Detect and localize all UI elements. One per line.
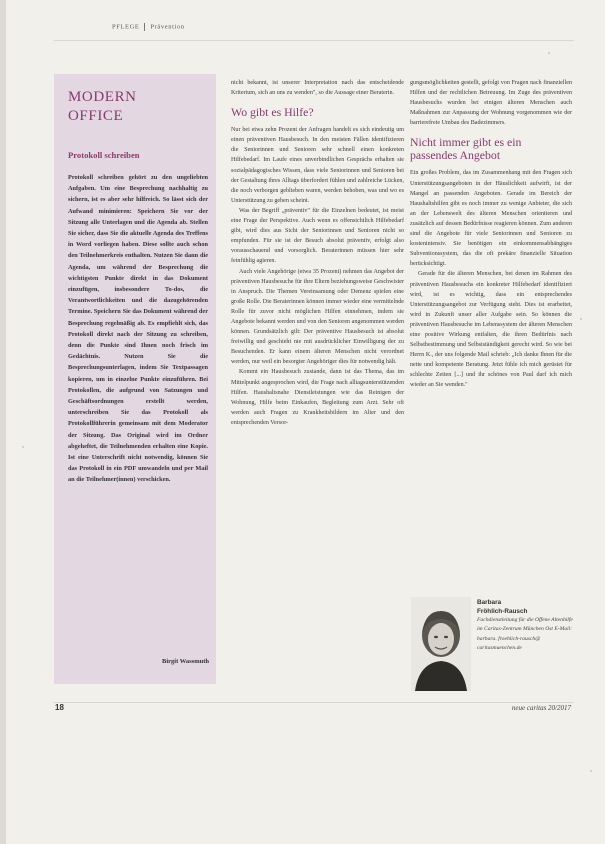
author-portrait [411,597,471,691]
sidebar-body: Protokoll schreiben gehört zu den ungeliebten Aufgaben. Um eine Besprechung nachhaltig zu sichern, ist es aber sehr hilfreich. So lässt sich der Aufwand minimieren: Speichern Sie vor der Sitzung alle Unterlagen und die Agenda ab. Stellen Sie sicher, dass Sie die aktuelle Agenda des Treffens in Word vorliegen haben. Diese sollte auch schon den Teilnehmerkreis enthalten. Nutzen Sie dann die Agenda, um während der Besprechung die wichtigsten Punkte direkt in das Dokument einzufügen, insbesondere To-dos, die Verantwortlichkeiten und die dazugehörenden Termine. Speichern Sie das Dokument während der Besprechung regelmäßig ab. Es empfiehlt sich, das Protokoll direkt nach der Sitzung zu schreiben, denn die Punkte sind Ihnen noch frisch im Gedächtnis. Nutzen Sie die Besprechungsunterlagen, indem Sie Textpassagen kopieren, um in einzelne Punkte einzuführen. Bei Protokollen, die aufgrund von Satzungen und Geschäftsordnungen erstellt werden, unterschreiben Sie das Protokoll als Protokollführerin gemeinsam mit dem Moderator der Sitzung. Das Original wird im Ordner abgeheftet, die Teilnehmenden erhalten eine Kopie. Ist eine Unterschrift nicht notwendig, können Sie das Protokoll in ein PDF umwandeln und per Mail an die Teilnehmer(innen) verschicken. [68,174,208,484]
col2-paragraph-1: Nur bei etwa zehn Prozent der Anfragen handelt es sich eindeutig um einen präventiven Hausbesuch. In den meisten Fällen identifizieren die Seniorinnen und Senioren sehr schnell einen konkreten Hilfebedarf. Im Laufe eines unverbindlichen Gesprächs erhalten sie sozialpädagogisches Wissen, dass viele Seniorinnen und Senioren bei der Gestaltung ihres Alltags überfordert fühlen und zahlreiche Lücken, die noch verborgen geblieben waren, werden behoben, was und wo es Unterstützung zu geben scheint. [231,127,404,204]
sidebar-title [68,88,208,126]
page-number: 18 [55,703,64,712]
footer-rule [54,702,574,703]
author-name-line2: Fröhlich-Rausch [477,608,528,615]
sidebar-subtitle: Protokoll schreiben [68,150,140,160]
col2-paragraph-2: Was der Begriff „präventiv" für die Einzelnen bedeutet, ist meist eine Frage der Perspektive. Auch wenn es offensichtlich Hilfebedarf gibt, wird dies aus Sicht der Seniorinnen und Senioren nicht so empfunden. Für sie ist der Besuch absolut präventiv, erfolgt also vorausschauend und vorsorglich. Beraterinnen müssen hier sehr feinfühlig agieren. [231,207,404,265]
col2-paragraph-4: Kommt ein Hausbesuch zustande, dann ist das Thema, das im Mittelpunkt angesprochen wird, die Frage nach alltagsunterstützenden Hilfen. Haushaltsnahe Dienstleistungen wie das Reinigen der Wohnung, Hilfe beim Einkaufen, Begleitung zum Arzt. Sehr oft werden auch Fragen zu Krankheitsbildern im Alter und den entsprechenden Versor- [231,369,404,426]
col3-paragraph-1: gungsmöglichkeiten gestellt, gefolgt von Fragen nach finanziellen Hilfen und der rechtlichen Betreuung. Im Zuge des präventiven Hausbesuchs wurden bei einigen älteren Menschen auch Maßnahmen zur Anpassung der Wohnung vorgenommen wie der barrierefreie Umbau des Badezimmers. [410,80,572,127]
author-info-block [477,598,575,654]
running-header [112,23,185,31]
sidebar-author: Birgit Wassmuth [161,658,209,665]
col2-intro: nicht bekannt, ist unserer Interpretation nach das entscheidende Kriterium, sich an uns zu wenden", so die Aussage einer Beraterin. [231,80,404,97]
footer-magazine: neue caritas 20/2017 [511,704,571,712]
scan-speck [590,770,592,772]
author-name-line1: Barbara [477,599,502,606]
header-separator [144,23,145,31]
scan-speck [548,52,550,54]
scan-speck [580,318,582,320]
sidebar-title-line1: MODERN [68,89,137,105]
col3-paragraph-2: Ein großes Problem, das im Zusammenhang mit den Fragen sich Unterstützungsangeboten in der Häuslichkeit aufwirft, ist der Mangel an passenden Angeboten. Gerade im Bereich der Haushaltshilfen gibt es noch immer zu wenige Anbieter, die sich an der Lebenswelt des älteren Menschen orientieren und zusätzlich auf dessen Bedürfnisse reagieren können. Zum anderen sind die Angebote für viele Seniorinnen und Senioren zu kostenintensiv. Sie benötigen ein einkommensabhängiges Subventionssystem, das die oft prekäre finanzielle Situation berücksichtigt. [410,170,572,268]
header-rule [54,40,574,41]
scan-speck [22,446,24,448]
col3-heading-line2: passendes Angebot [410,148,501,163]
article-column-3 [410,78,572,573]
col2-heading: Wo gibt es Hilfe? [231,105,314,120]
col3-paragraph-3: Gerade für die älteren Menschen, bei denen im Rahmen des präventiven Hausbesuchs ein konkreter Hilfebedarf identifiziert wird, ist es wichtig, dass ein entsprechendes Unterstützungsangebot zur Verfügung steht. Dies ist erarbeitet, wird in Zukunft unser aller Aufgabe sein. So können die präventiven Hausbesuche im Lebenssystem der älteren Menschen eine positive Wirkung entfalten, die ihren Bedürfnis nach Selbstbestimmung und Selbstständigkeit gerecht wird. So wie bei Herrn K., der uns folgende Mail schrieb: „Ich danke Ihnen für die nette und kompetente Beratung. Jetzt fühle ich mich gerüstet für schlechte Zeiten [...] und ihr schönes von Paul darf ich mich wieder an Sie wenden." [410,271,572,389]
col3-heading-line1: Nicht immer gibt es ein [410,135,522,150]
header-section: PFLEGE [112,23,140,31]
col3-heading [410,136,572,162]
header-topic: Prävention [150,23,185,31]
article-column-2 [231,78,404,708]
page-shadow-edge [0,0,6,844]
col2-paragraph-3: Auch viele Angehörige (etwa 35 Prozent) nehmen das Angebot der präventiven Hausbesuche für ihre Eltern beziehungsweise Geschwister in Anspruch. Die Themen Vereinsamung oder Demenz spielen eine große Rolle. Die Beraterinnen können immer wieder eine vermittelnde Rolle für zuvor nicht möglichen Hilfen einnehmen, indem sie Angebote bekannt werden und von den Senioren angenommen werden können. Grundsätzlich gilt: Der präventive Hausbesuch ist absolut freiwillig und geschieht nie mit ausdrücklicher Einwilligung der zu Besuchenden. Er kann einem älteren Menschen nicht verordnet werden, nur weil ein besorgter Angehöriger dies für notwendig hält. [231,268,404,366]
portrait-illustration [411,597,471,691]
sidebar-title-line2: OFFICE [68,108,124,124]
author-description: Fachdienstleitung für die Offene Altenhilfe im Caritas-Zentrum München Ost E-Mail: barbara. froehlich-rausch@ caritasmuenchen.de [477,617,573,652]
